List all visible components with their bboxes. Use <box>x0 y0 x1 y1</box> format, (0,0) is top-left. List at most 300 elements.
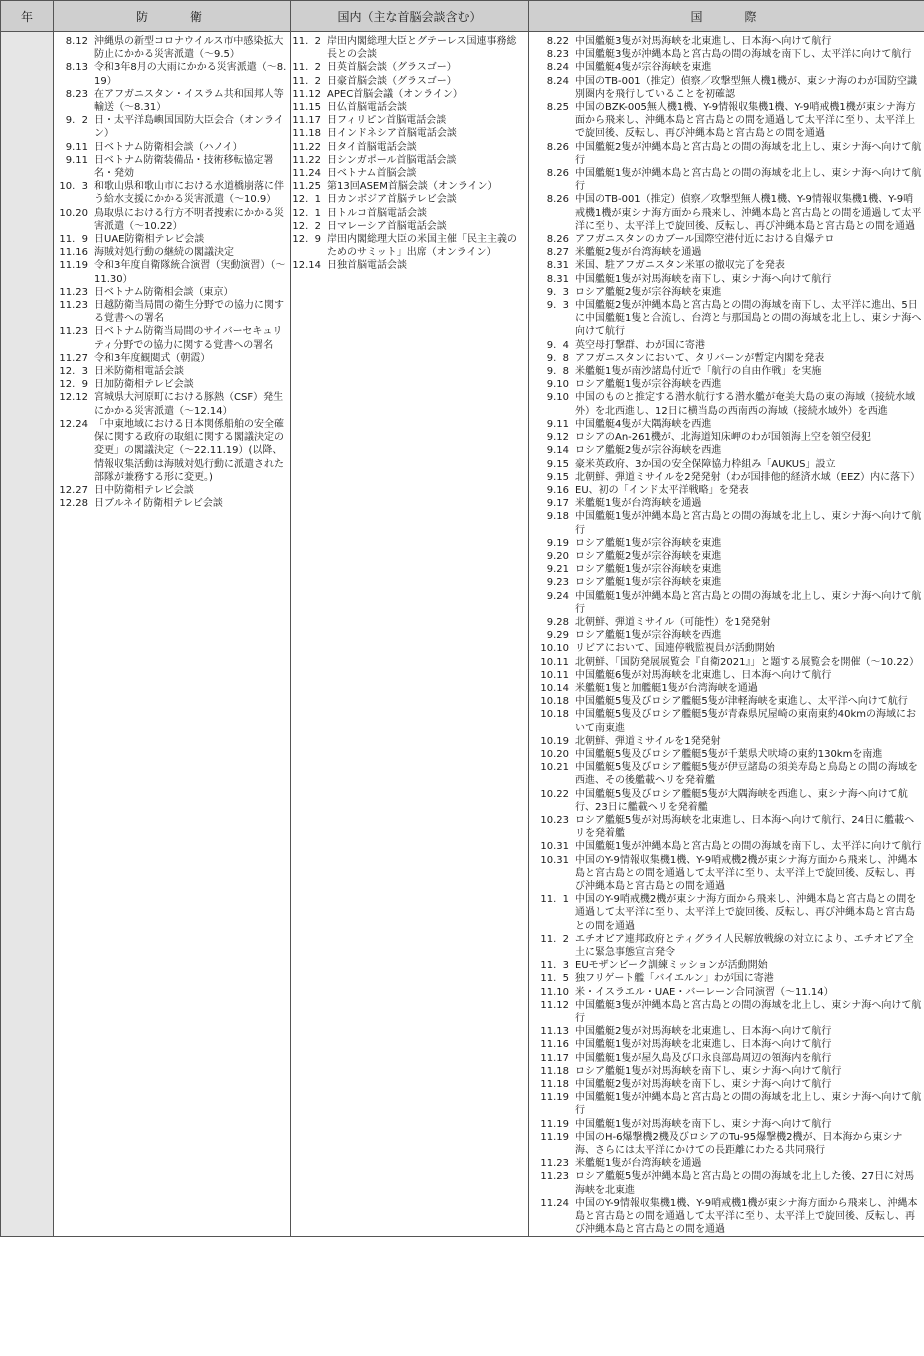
entry-date: 11.23 <box>59 300 88 312</box>
international-entry <box>529 959 922 972</box>
entry-date: 10.31 <box>540 841 569 853</box>
entry-text: ロシア艦艇2隻が宗谷海峡を東進 <box>575 550 722 562</box>
defense-entry <box>54 299 288 325</box>
entry-text: 中国艦艇5隻及びロシア艦艇5隻が津軽海峡を東進し、太平洋へ向けて航行 <box>575 696 908 708</box>
entry-text: 日・太平洋島嶼国国防大臣会合（オンライン） <box>94 115 284 140</box>
entry-text: 日ベトナム防衛当局間のサイバーセキュリティ分野での協力に関する覚書への署名 <box>94 326 283 351</box>
international-entry <box>529 167 922 193</box>
entry-text: 中国艦艇4隻が大隅海峡を西進 <box>575 418 712 430</box>
international-entry <box>529 748 922 761</box>
entry-text: APEC首脳会議（オンライン） <box>327 88 463 100</box>
entry-date: 8.23 <box>65 88 88 100</box>
entry-text: 中国のTB-001（推定）偵察／攻撃型無人機1機、Y-9情報収集機1機、Y-9哨戒機1機が東シナ海方面から飛来し、沖縄本島と宮古島との間を通過して太平洋に至り、太平洋上で旋回後、反転し、再び沖縄本島と宮古島との間を通過 <box>575 194 922 232</box>
entry-date: 11.23 <box>540 1171 569 1183</box>
domestic-entry <box>291 114 526 127</box>
entry-date: 12. 1 <box>292 207 321 219</box>
domestic-entry <box>291 220 526 233</box>
entry-date: 9.11 <box>546 418 569 430</box>
international-list <box>529 32 924 1236</box>
entry-text: 日中防衛相テレビ会談 <box>94 484 194 496</box>
international-entry <box>529 537 922 550</box>
entry-date: 11.18 <box>292 128 321 140</box>
entry-text: 日米防衛相電話会談 <box>94 366 184 378</box>
entry-text: 中国艦艇3隻が対馬海峡を北東進し、日本海へ向けて航行 <box>575 36 832 47</box>
entry-text: 北朝鮮、「国防発展展覧会『自衛2021』」と題する展覧会を開催（〜10.22） <box>575 656 920 668</box>
entry-date: 11.18 <box>540 1065 569 1077</box>
defense-column <box>54 32 291 1237</box>
defense-entry <box>54 114 288 140</box>
entry-date: 12. 3 <box>59 366 88 378</box>
international-entry <box>529 616 922 629</box>
entry-text: 独フリゲート艦「バイエルン」わが国に寄港 <box>575 973 774 985</box>
international-entry <box>529 933 922 959</box>
entry-text: EU、初の「インド太平洋戦略」を発表 <box>575 484 749 496</box>
defense-entry <box>54 180 288 206</box>
entry-text: アフガニスタンのカブール国際空港付近における自爆テロ <box>575 234 835 246</box>
entry-text: 中国のY-9情報収集機1機、Y-9哨戒機2機が東シナ海方面から飛来し、沖縄本島と宮古島との間を通過して太平洋に至り、太平洋上で旋回後、反転し、再び沖縄本島と宮古島との間を通過 <box>575 854 918 892</box>
international-entry <box>529 854 922 894</box>
entry-date: 9.21 <box>546 564 569 576</box>
entry-text: 中国のTB-001（推定）偵察／攻撃型無人機1機が、東シナ海のわが国防空識別圏内を飛行していることを初確認 <box>575 75 918 100</box>
defense-entry <box>54 391 288 417</box>
entry-date: 11.15 <box>292 102 321 114</box>
international-entry <box>529 497 922 510</box>
entry-date: 12.14 <box>292 260 321 272</box>
defense-entry <box>54 259 288 285</box>
international-entry <box>529 576 922 589</box>
entry-text: 豪米英政府、3か国の安全保障協力枠組み「AUKUS」設立 <box>575 458 836 470</box>
entry-text: 中国艦艇4隻が宗谷海峡を東進 <box>575 62 712 74</box>
international-entry <box>529 642 922 655</box>
international-entry <box>529 273 922 286</box>
entry-date: 8.24 <box>546 62 569 74</box>
entry-text: ロシアのAn-261機が、北海道知床岬のわが国領海上空を領空侵犯 <box>575 432 871 444</box>
international-entry <box>529 629 922 642</box>
entry-text: 米艦艇1隻が南沙諸島付近で「航行の自由作戦」を実施 <box>575 366 822 378</box>
entry-text: アフガニスタンにおいて、タリバーンが暫定内閣を発表 <box>575 352 825 364</box>
entry-text: 日シンガポール首脳電話会談 <box>327 154 457 166</box>
international-entry <box>529 1078 922 1091</box>
entry-date: 8.13 <box>65 62 88 74</box>
entry-date: 9.19 <box>546 537 569 549</box>
international-entry <box>529 1052 922 1065</box>
international-entry <box>529 735 922 748</box>
entry-date: 9. 8 <box>546 352 569 364</box>
entry-text: 日ベトナム防衛相会談（ハノイ） <box>94 141 243 153</box>
entry-date: 10.20 <box>540 748 569 760</box>
entry-text: 中国艦艇5隻及びロシア艦艇5隻が伊豆諸島の須美寿島と鳥島との間の海域を西進、その後艦載ヘリを発着艦 <box>575 762 918 787</box>
domestic-entry <box>291 207 526 220</box>
defense-entry <box>54 35 288 61</box>
entry-text: 岸田内閣総理大臣の米国主催「民主主義のためのサミット」出席（オンライン） <box>327 234 517 259</box>
entry-text: 海賊対処行動の継続の閣議決定 <box>94 247 234 259</box>
entry-text: 中国のY-9哨戒機2機が東シナ海方面から飛来し、沖縄本島と宮古島との間を通過して太平洋に至り、太平洋上で旋回後、反転し、再び沖縄本島と宮古島との間を通過 <box>575 894 917 932</box>
body-row <box>1 32 924 1237</box>
entry-text: 日ベトナム防衛装備品・技術移転協定署名・発効 <box>94 154 274 180</box>
entry-text: 日英首脳会談（グラスゴー） <box>327 62 457 74</box>
entry-date: 11.19 <box>59 260 88 272</box>
international-entry <box>529 788 922 814</box>
international-entry <box>529 286 922 299</box>
entry-date: 9. 3 <box>546 286 569 298</box>
entry-text: 中国艦艇1隻が沖縄本島と宮古島との間の海域を北上し、東シナ海へ向けて航行 <box>575 511 922 536</box>
entry-text: 日豪首脳会談（グラスゴー） <box>327 75 457 87</box>
entry-text: ロシア艦艇2隻が宗谷海峡を東進 <box>575 286 722 298</box>
entry-text: ロシア艦艇1隻が宗谷海峡を東進 <box>575 537 722 549</box>
international-entry <box>529 999 922 1025</box>
entry-date: 10.20 <box>59 207 88 219</box>
entry-text: ロシア艦艇1隻が宗谷海峡を西進 <box>575 630 722 642</box>
entry-date: 10. 3 <box>59 181 88 193</box>
entry-date: 11.17 <box>540 1052 569 1064</box>
entry-date: 9. 8 <box>546 366 569 378</box>
entry-text: 米艦艇1隻が台湾海峡を通過 <box>575 1158 702 1170</box>
entry-date: 12.28 <box>59 498 88 510</box>
entry-text: 中国艦艇1隻が沖縄本島と宮古島との間の海域を北上し、東シナ海へ向けて航行 <box>575 1092 922 1117</box>
international-entry <box>529 1170 922 1196</box>
international-entry <box>529 563 922 576</box>
international-entry <box>529 431 922 444</box>
entry-text: 中国艦艇1隻が対馬海峡を北東進し、日本海へ向けて航行 <box>575 1039 832 1051</box>
entry-date: 11.12 <box>540 999 569 1011</box>
entry-text: 米艦艇1隻と加艦艇1隻が台湾海峡を通過 <box>575 682 758 694</box>
entry-text: 米・イスラエル・UAE・バーレーン合同演習（〜11.14） <box>575 986 834 998</box>
entry-date: 9.11 <box>65 141 88 153</box>
entry-date: 9. 2 <box>65 115 88 127</box>
entry-text: リビアにおいて、国連停戦監視員が活動開始 <box>575 643 775 655</box>
entry-date: 11.24 <box>292 168 321 180</box>
international-entry <box>529 391 922 417</box>
entry-date: 11. 2 <box>292 75 321 87</box>
entry-date: 8.12 <box>65 36 88 47</box>
entry-date: 11.16 <box>540 1039 569 1051</box>
international-entry <box>529 1157 922 1170</box>
year-cell <box>1 32 54 1237</box>
international-entry <box>529 378 922 391</box>
international-entry <box>529 695 922 708</box>
entry-date: 10.18 <box>540 696 569 708</box>
defense-entry <box>54 378 288 391</box>
international-entry <box>529 1038 922 1051</box>
entry-date: 9. 3 <box>546 300 569 312</box>
international-entry <box>529 840 922 853</box>
entry-text: 令和3年度観閲式（朝霞） <box>94 352 211 364</box>
entry-date: 11. 9 <box>59 234 88 246</box>
entry-text: 中国のH-6爆撃機2機及びロシアのTu-95爆撃機2機が、日本海から東シナ海、さらには太平洋にかけての長距離にわたる共同飛行 <box>575 1131 903 1157</box>
domestic-entry <box>291 233 526 259</box>
entry-date: 11.19 <box>540 1092 569 1104</box>
entry-date: 10.10 <box>540 643 569 655</box>
entry-text: 中国艦艇3隻が沖縄本島と宮古島の間の海域を南下し、太平洋に向けて航行 <box>575 49 912 61</box>
entry-date: 11.16 <box>59 247 88 259</box>
entry-text: 中国艦艇3隻が沖縄本島と宮古島との間の海域を北上し、東シナ海へ向けて航行 <box>575 999 922 1025</box>
header-international: 国 際 <box>529 1 924 32</box>
entry-date: 11.22 <box>292 141 321 153</box>
entry-date: 8.31 <box>546 260 569 272</box>
entry-text: 英空母打撃群、わが国に寄港 <box>575 339 705 351</box>
international-column <box>529 32 924 1237</box>
domestic-entry <box>291 259 526 272</box>
domestic-entry <box>291 141 526 154</box>
entry-text: ロシア艦艇1隻が宗谷海峡を東進 <box>575 564 722 576</box>
entry-date: 8.25 <box>546 102 569 114</box>
domestic-entry <box>291 127 526 140</box>
entry-text: ロシア艦艇5隻が沖縄本島と宮古島との間の海域を北上した後、27日に対馬海峡を北東進 <box>575 1171 915 1196</box>
international-entry <box>529 246 922 259</box>
international-entry <box>529 1197 922 1237</box>
entry-date: 9.16 <box>546 484 569 496</box>
header-row <box>1 1 924 32</box>
entry-date: 11.19 <box>540 1131 569 1143</box>
entry-text: 第13回ASEM首脳会談（オンライン） <box>327 181 498 193</box>
domestic-entry <box>291 88 526 101</box>
international-entry <box>529 35 922 48</box>
international-entry <box>529 444 922 457</box>
defense-entry <box>54 61 288 87</box>
entry-text: 日インドネシア首脳電話会談 <box>327 128 457 140</box>
international-entry <box>529 61 922 74</box>
entry-text: 中国艦艇1隻が沖縄本島と宮古島との間の海域を南下し、太平洋に向けて航行 <box>575 841 922 853</box>
entry-date: 11.24 <box>540 1197 569 1209</box>
international-entry <box>529 471 922 484</box>
entry-date: 9.20 <box>546 550 569 562</box>
entry-text: 鳥取県における行方不明者捜索にかかる災害派遣（〜10.22） <box>94 207 284 232</box>
entry-date: 9.17 <box>546 498 569 510</box>
entry-date: 11.23 <box>59 326 88 338</box>
international-entry <box>529 590 922 616</box>
defense-entry <box>54 418 288 484</box>
entry-text: 北朝鮮、弾道ミサイルを1発発射 <box>575 735 721 747</box>
entry-text: 日ブルネイ防衛相テレビ会談 <box>94 498 223 510</box>
entry-date: 11.22 <box>292 154 321 166</box>
entry-text: 北朝鮮、弾道ミサイルを2発発射（わが国排他的経済水域（EEZ）内に落下） <box>575 471 921 483</box>
defense-entry <box>54 365 288 378</box>
entry-date: 10.31 <box>540 854 569 866</box>
entry-text: 中国艦艇1隻が沖縄本島と宮古島との間の海域を北上し、東シナ海へ向けて航行 <box>575 168 922 193</box>
entry-date: 11.19 <box>540 1118 569 1130</box>
entry-text: 日タイ首脳電話会談 <box>327 141 417 153</box>
entry-date: 8.22 <box>546 36 569 47</box>
entry-date: 9.10 <box>546 379 569 391</box>
entry-text: 中国艦艇2隻が沖縄本島と宮古島との間の海域を南下し、太平洋に進出、5日に中国艦艇1隻と合流し、台湾と与那国島との間の海域を北上し、東シナ海へ向けて航行 <box>575 300 922 338</box>
entry-text: 北朝鮮、弾道ミサイル（可能性）を1発発射 <box>575 616 771 628</box>
international-entry <box>529 1091 922 1117</box>
international-entry <box>529 1065 922 1078</box>
domestic-list <box>291 32 528 273</box>
entry-date: 9.10 <box>546 392 569 404</box>
international-entry <box>529 986 922 999</box>
entry-text: 中国艦艇1隻が対馬海峡を南下し、東シナ海へ向けて航行 <box>575 273 832 285</box>
domestic-column <box>291 32 529 1237</box>
entry-text: ロシア艦艇1隻が宗谷海峡を東進 <box>575 577 722 589</box>
entry-date: 11. 1 <box>540 894 569 906</box>
international-entry <box>529 75 922 101</box>
international-entry <box>529 484 922 497</box>
domestic-entry <box>291 154 526 167</box>
header-domestic: 国内（主な首脳会談含む） <box>291 1 529 32</box>
defense-entry <box>54 154 288 180</box>
international-entry <box>529 708 922 734</box>
international-entry <box>529 339 922 352</box>
entry-text: ロシア艦艇5隻が対馬海峡を北東進し、日本海へ向けて航行、24日に艦載ヘリを発着艦 <box>575 814 915 840</box>
defense-entry <box>54 325 288 351</box>
entry-date: 9.15 <box>546 471 569 483</box>
entry-date: 11.23 <box>540 1158 569 1170</box>
entry-text: 中国艦艇2隻が対馬海峡を南下し、東シナ海へ向けて航行 <box>575 1079 832 1091</box>
entry-date: 12. 9 <box>292 234 321 246</box>
entry-date: 9.28 <box>546 616 569 628</box>
international-entry <box>529 550 922 563</box>
domestic-entry <box>291 61 526 74</box>
defense-entry <box>54 246 288 259</box>
entry-text: 日フィリピン首脳電話会談 <box>327 115 447 127</box>
domestic-entry <box>291 167 526 180</box>
entry-text: ロシア艦艇1隻が宗谷海峡を西進 <box>575 379 722 391</box>
entry-text: 宮城県大河原町における豚熱（CSF）発生にかかる災害派遣（〜12.14） <box>94 392 284 417</box>
defense-entry <box>54 141 288 154</box>
entry-date: 11.27 <box>59 352 88 364</box>
entry-date: 10.23 <box>540 814 569 826</box>
entry-text: ロシア艦艇2隻が宗谷海峡を西進 <box>575 445 722 457</box>
entry-text: 日独首脳電話会談 <box>327 260 407 272</box>
international-entry <box>529 1118 922 1131</box>
entry-date: 11. 2 <box>292 62 321 74</box>
entry-date: 8.26 <box>546 168 569 180</box>
entry-text: 中国艦艇1隻が対馬海峡を南下し、東シナ海へ向けて航行 <box>575 1118 832 1130</box>
entry-text: 日UAE防衛相テレビ会談 <box>94 234 205 246</box>
entry-text: 日カンボジア首脳テレビ会談 <box>327 194 457 206</box>
international-entry <box>529 761 922 787</box>
entry-text: 日越防衛当局間の衛生分野での協力に関する覚書への署名 <box>94 300 284 325</box>
entry-text: 中国艦艇1隻が沖縄本島と宮古島との間の海域を北上し、東シナ海へ向けて航行 <box>575 590 922 615</box>
international-entry <box>529 458 922 471</box>
entry-date: 12. 1 <box>292 194 321 206</box>
entry-date: 11. 3 <box>540 960 569 972</box>
entry-date: 10.18 <box>540 709 569 721</box>
international-entry <box>529 510 922 536</box>
entry-text: 日ベトナム防衛相会談（東京） <box>94 286 234 298</box>
entry-date: 9.18 <box>546 511 569 523</box>
international-entry <box>529 1131 922 1157</box>
entry-text: 中国のY-9情報収集機1機、Y-9哨戒機1機が東シナ海方面から飛来し、沖縄本島と宮古島との間を通過して太平洋に至り、太平洋上で旋回後、反転し、再び沖縄本島と宮古島との間を通過 <box>575 1197 918 1236</box>
entry-date: 10.14 <box>540 682 569 694</box>
entry-date: 12.12 <box>59 392 88 404</box>
defense-entry <box>54 286 288 299</box>
entry-date: 9.15 <box>546 458 569 470</box>
entry-text: 岸田内閣総理大臣とグテーレス国連事務総長との会談 <box>327 36 517 61</box>
international-entry <box>529 972 922 985</box>
entry-date: 9.14 <box>546 445 569 457</box>
entry-text: 沖縄県の新型コロナウイルス市中感染拡大防止にかかる災害派遣（〜9.5） <box>94 36 284 61</box>
entry-text: 日ベトナム首脳会談 <box>327 168 417 180</box>
defense-entry <box>54 233 288 246</box>
entry-date: 11. 2 <box>292 36 321 47</box>
international-entry <box>529 365 922 378</box>
entry-text: 令和3年8月の大雨にかかる災害派遣（〜8.19） <box>94 62 287 87</box>
entry-text: 「中東地域における日本関係船舶の安全確保に関する政府の取組に関する閣議決定の変更」の閣議決定（〜22.11.19）(以降、情報収集活動は海賊対処行動に派遣された部隊が兼務する形に変更。) <box>94 418 284 483</box>
entry-date: 9. 4 <box>546 339 569 351</box>
entry-date: 8.23 <box>546 49 569 61</box>
entry-date: 8.27 <box>546 247 569 259</box>
domestic-entry <box>291 35 526 61</box>
entry-date: 8.26 <box>546 141 569 153</box>
international-entry <box>529 669 922 682</box>
entry-text: エチオピア連邦政府とティグライ人民解放戦線の対立により、エチオピア全土に緊急事態宣言発令 <box>575 933 914 959</box>
entry-date: 10.22 <box>540 788 569 800</box>
entry-date: 12.24 <box>59 418 88 430</box>
entry-text: 在アフガニスタン・イスラム共和国邦人等輸送（〜8.31） <box>94 88 284 114</box>
international-entry <box>529 682 922 695</box>
entry-text: EUモザンビーク訓練ミッションが活動開始 <box>575 960 768 972</box>
header-defense: 防 衛 <box>54 1 291 32</box>
international-entry <box>529 48 922 61</box>
defense-entry <box>54 497 288 510</box>
defense-entry <box>54 88 288 114</box>
entry-text: 中国艦艇6隻が対馬海峡を北東進し、日本海へ向けて航行 <box>575 669 832 681</box>
entry-date: 11.18 <box>540 1079 569 1091</box>
entry-text: 中国艦艇5隻及びロシア艦艇5隻が大隅海峡を西進し、東シナ海へ向けて航行、23日に艦載ヘリを発着艦 <box>575 788 908 813</box>
entry-date: 10.21 <box>540 762 569 774</box>
header-year: 年 <box>1 1 54 32</box>
international-entry <box>529 352 922 365</box>
international-entry <box>529 233 922 246</box>
defense-entry <box>54 484 288 497</box>
entry-text: 中国のものと推定する潜水航行する潜水艦が奄美大島の東の海域（接続水域外）を北西進し、12日に横当島の西南西の海域（接続水域外）を西進 <box>575 392 915 417</box>
entry-date: 10.11 <box>540 656 569 668</box>
entry-text: 中国艦艇5隻及びロシア艦艇5隻が千葉県犬吠埼の東約130kmを南進 <box>575 748 883 760</box>
international-entry <box>529 141 922 167</box>
international-entry <box>529 893 922 933</box>
entry-text: 令和3年度自衛隊統合演習（実動演習）（〜11.30） <box>94 260 286 285</box>
entry-text: 日マレーシア首脳電話会談 <box>327 220 447 232</box>
defense-list <box>54 32 290 510</box>
entry-date: 12. 9 <box>59 379 88 391</box>
entry-text: 中国艦艇1隻が屋久島及び口永良部島周辺の領海内を航行 <box>575 1052 832 1064</box>
international-entry <box>529 101 922 141</box>
entry-date: 11. 2 <box>540 933 569 945</box>
entry-date: 11.23 <box>59 286 88 298</box>
international-entry <box>529 193 922 233</box>
entry-text: 中国艦艇2隻が対馬海峡を北東進し、日本海へ向けて航行 <box>575 1026 832 1038</box>
entry-date: 11.12 <box>292 88 321 100</box>
entry-date: 9.12 <box>546 432 569 444</box>
entry-date: 12. 2 <box>292 220 321 232</box>
international-entry <box>529 299 922 339</box>
entry-text: 日加防衛相テレビ会談 <box>94 379 194 391</box>
entry-date: 8.24 <box>546 75 569 87</box>
domestic-entry <box>291 193 526 206</box>
international-entry <box>529 259 922 272</box>
entry-date: 11.13 <box>540 1026 569 1038</box>
entry-date: 9.11 <box>65 154 88 166</box>
entry-text: 中国のBZK-005無人機1機、Y-9情報収集機1機、Y-9哨戒機1機が東シナ海方面から飛来し、沖縄本島と宮古島との間を通過して太平洋に至り、太平洋上で旋回後、反転し、再び沖縄本島と宮古島との間を通過 <box>575 102 916 140</box>
defense-entry <box>54 207 288 233</box>
entry-date: 11.25 <box>292 181 321 193</box>
domestic-entry <box>291 101 526 114</box>
domestic-entry <box>291 180 526 193</box>
international-entry <box>529 656 922 669</box>
entry-text: 和歌山県和歌山市における水道橋崩落に伴う給水支援にかかる災害派遣（〜10.9） <box>94 181 284 206</box>
entry-text: 米艦艇1隻が台湾海峡を通過 <box>575 498 702 510</box>
entry-date: 10.11 <box>540 669 569 681</box>
entry-date: 11.10 <box>540 986 569 998</box>
defense-entry <box>54 352 288 365</box>
entry-date: 10.19 <box>540 735 569 747</box>
entry-text: 中国艦艇5隻及びロシア艦艇5隻が青森県尻屋崎の東南東約40kmの海域において南東進 <box>575 709 916 734</box>
entry-text: 中国艦艇2隻が沖縄本島と宮古島との間の海域を北上し、東シナ海へ向けて航行 <box>575 141 922 166</box>
domestic-entry <box>291 75 526 88</box>
entry-text: ロシア艦艇1隻が対馬海峡を南下し、東シナ海へ向けて航行 <box>575 1065 842 1077</box>
